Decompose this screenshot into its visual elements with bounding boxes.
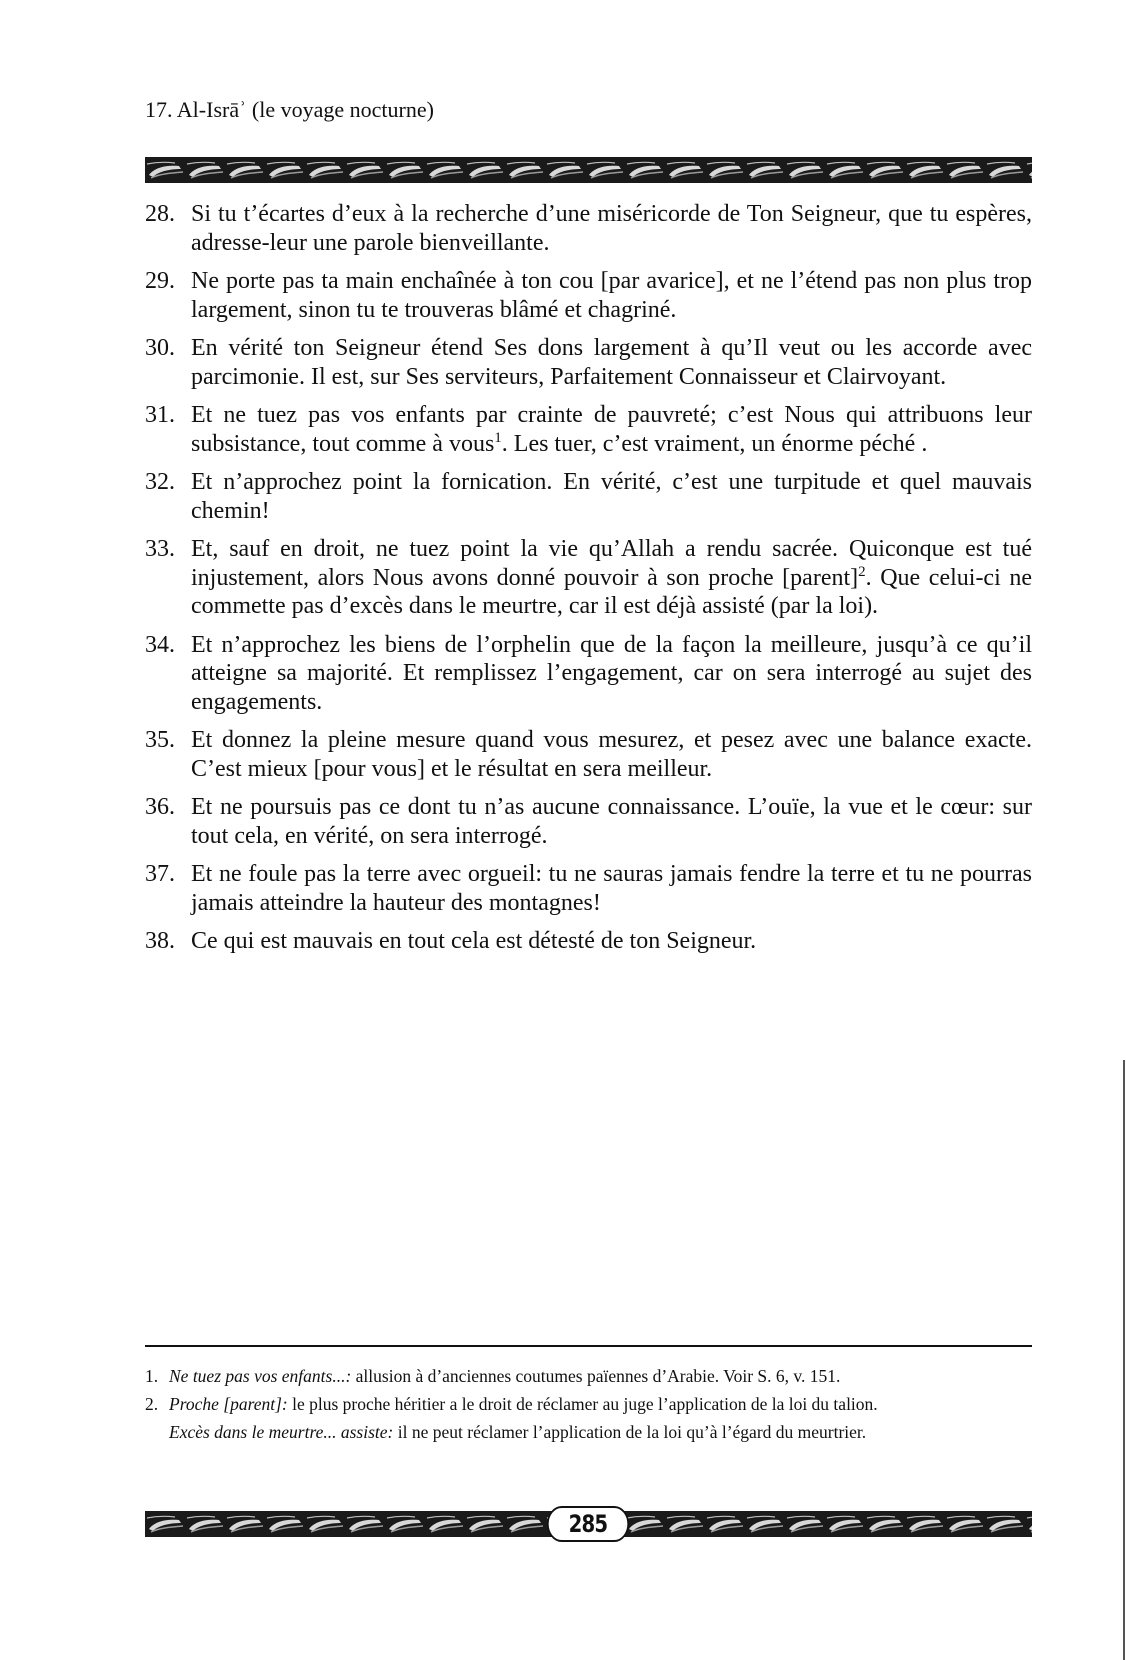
verse-text xyxy=(191,402,1032,457)
verse-text xyxy=(191,536,1032,619)
verse-text-part: . Les tuer, c’est vraiment, un énorme péché . xyxy=(501,430,928,457)
verse-text: Et donnez la pleine mesure quand vous mesurez, et pesez avec une balance exacte. C’est mieux [pour vous] et le résultat en sera meilleur. xyxy=(191,727,1032,782)
verse-text: Et ne foule pas la terre avec orgueil: tu ne sauras jamais fendre la terre et tu ne pourras jamais atteindre la hauteur des montagnes! xyxy=(191,861,1032,916)
verse-text: Et ne poursuis pas ce dont tu n’as aucune connaissance. L’ouïe, la vue et le cœur: sur tout cela, en vérité, on sera interrogé. xyxy=(191,794,1032,849)
verse-32 xyxy=(145,468,1032,525)
verse-38 xyxy=(145,927,1032,956)
chain-ornament-band-top xyxy=(145,157,1032,183)
footnote-term: Ne tuez pas vos enfants...: xyxy=(169,1366,352,1386)
verse-37 xyxy=(145,860,1032,917)
page-number: 285 xyxy=(547,1506,629,1542)
footnote-divider xyxy=(145,1345,1032,1347)
verse-number: 28. xyxy=(145,201,175,227)
verse-number: 29. xyxy=(145,268,175,294)
footnote-number: 2. xyxy=(145,1394,159,1414)
footnote-number: 1. xyxy=(145,1366,159,1386)
verse-text: Ce qui est mauvais en tout cela est détesté de ton Seigneur. xyxy=(191,928,757,954)
verse-30 xyxy=(145,334,1032,391)
chain-ornament-icon xyxy=(145,157,1032,183)
verse-text: Ne porte pas ta main enchaînée à ton cou [par avarice], et ne l’étend pas non plus trop largement, sinon tu te trouveras blâmé et chagriné. xyxy=(191,268,1032,323)
verse-31 xyxy=(145,401,1032,458)
footnote-reference: 2 xyxy=(858,563,866,580)
footnote-reference: 1 xyxy=(494,429,502,446)
verse-text-part: Et, sauf en droit, ne tuez point la vie qu’Allah a rendu sacrée. Quiconque est tué injustement, alors Nous avons donné pouvoir à son proche [parent] xyxy=(191,536,1032,591)
verse-number: 37. xyxy=(145,861,175,887)
footnote-term: Proche [parent]: xyxy=(169,1394,288,1414)
verse-number: 36. xyxy=(145,794,175,820)
verse-34 xyxy=(145,631,1032,717)
footnote-term: Excès dans le meurtre... assiste: xyxy=(169,1422,394,1442)
book-page xyxy=(145,0,1032,1660)
verse-text: En vérité ton Seigneur étend Ses dons largement à qu’Il veut ou les accorde avec parcimonie. Il est, sur Ses serviteurs, Parfaitement Connaisseur et Clairvoyant. xyxy=(191,335,1032,390)
verse-number: 34. xyxy=(145,631,175,658)
verse-text: Si tu t’écartes d’eux à la recherche d’une miséricorde de Ton Seigneur, que tu espères, adresse-leur une parole bienveillante. xyxy=(191,201,1032,256)
footnote-text: allusion à d’anciennes coutumes païennes d’Arabie. Voir S. 6, v. 151. xyxy=(351,1366,841,1386)
verse-33 xyxy=(145,535,1032,621)
verse-29 xyxy=(145,267,1032,324)
verse-number: 38. xyxy=(145,928,175,954)
verse-number: 32. xyxy=(145,469,175,495)
running-head: 17. Al-Isrāʾ (le voyage nocturne) xyxy=(145,97,434,122)
footnote-text: le plus proche héritier a le droit de réclamer au juge l’application de la loi du talion. xyxy=(287,1394,878,1414)
verse-text: Et n’approchez point la fornication. En vérité, c’est une turpitude et quel mauvais chemin! xyxy=(191,469,1032,524)
footnote-2 xyxy=(145,1394,1032,1415)
verse-text: Et n’approchez les biens de l’orphelin que de la façon la meilleure, jusqu’à ce qu’il atteigne sa majorité. Et remplissez l’engagement, car on sera interrogé au sujet des engagements. xyxy=(191,631,1032,715)
verse-number: 33. xyxy=(145,536,175,562)
verse-28 xyxy=(145,200,1032,257)
footnotes xyxy=(145,1366,1032,1443)
verse-number: 35. xyxy=(145,727,175,753)
footnote-2-continuation xyxy=(145,1422,1032,1443)
footnote-text: il ne peut réclamer l’application de la loi qu’à l’égard du meurtrier. xyxy=(393,1422,867,1442)
verse-text-part: . Que celui-ci ne commette pas d’excès dans le meurtre, car il est déjà assisté (par la loi). xyxy=(191,564,1032,619)
verse-number: 31. xyxy=(145,402,175,428)
footnote-1 xyxy=(145,1366,1032,1387)
verse-number: 30. xyxy=(145,335,175,361)
verse-list xyxy=(145,200,1032,966)
scan-edge-line xyxy=(1123,1060,1125,1660)
verse-36 xyxy=(145,793,1032,850)
verse-text-part: Et ne tuez pas vos enfants par crainte de pauvreté; c’est Nous qui attribuons leur subsistance, tout comme à vous xyxy=(191,402,1032,457)
verse-35 xyxy=(145,726,1032,783)
